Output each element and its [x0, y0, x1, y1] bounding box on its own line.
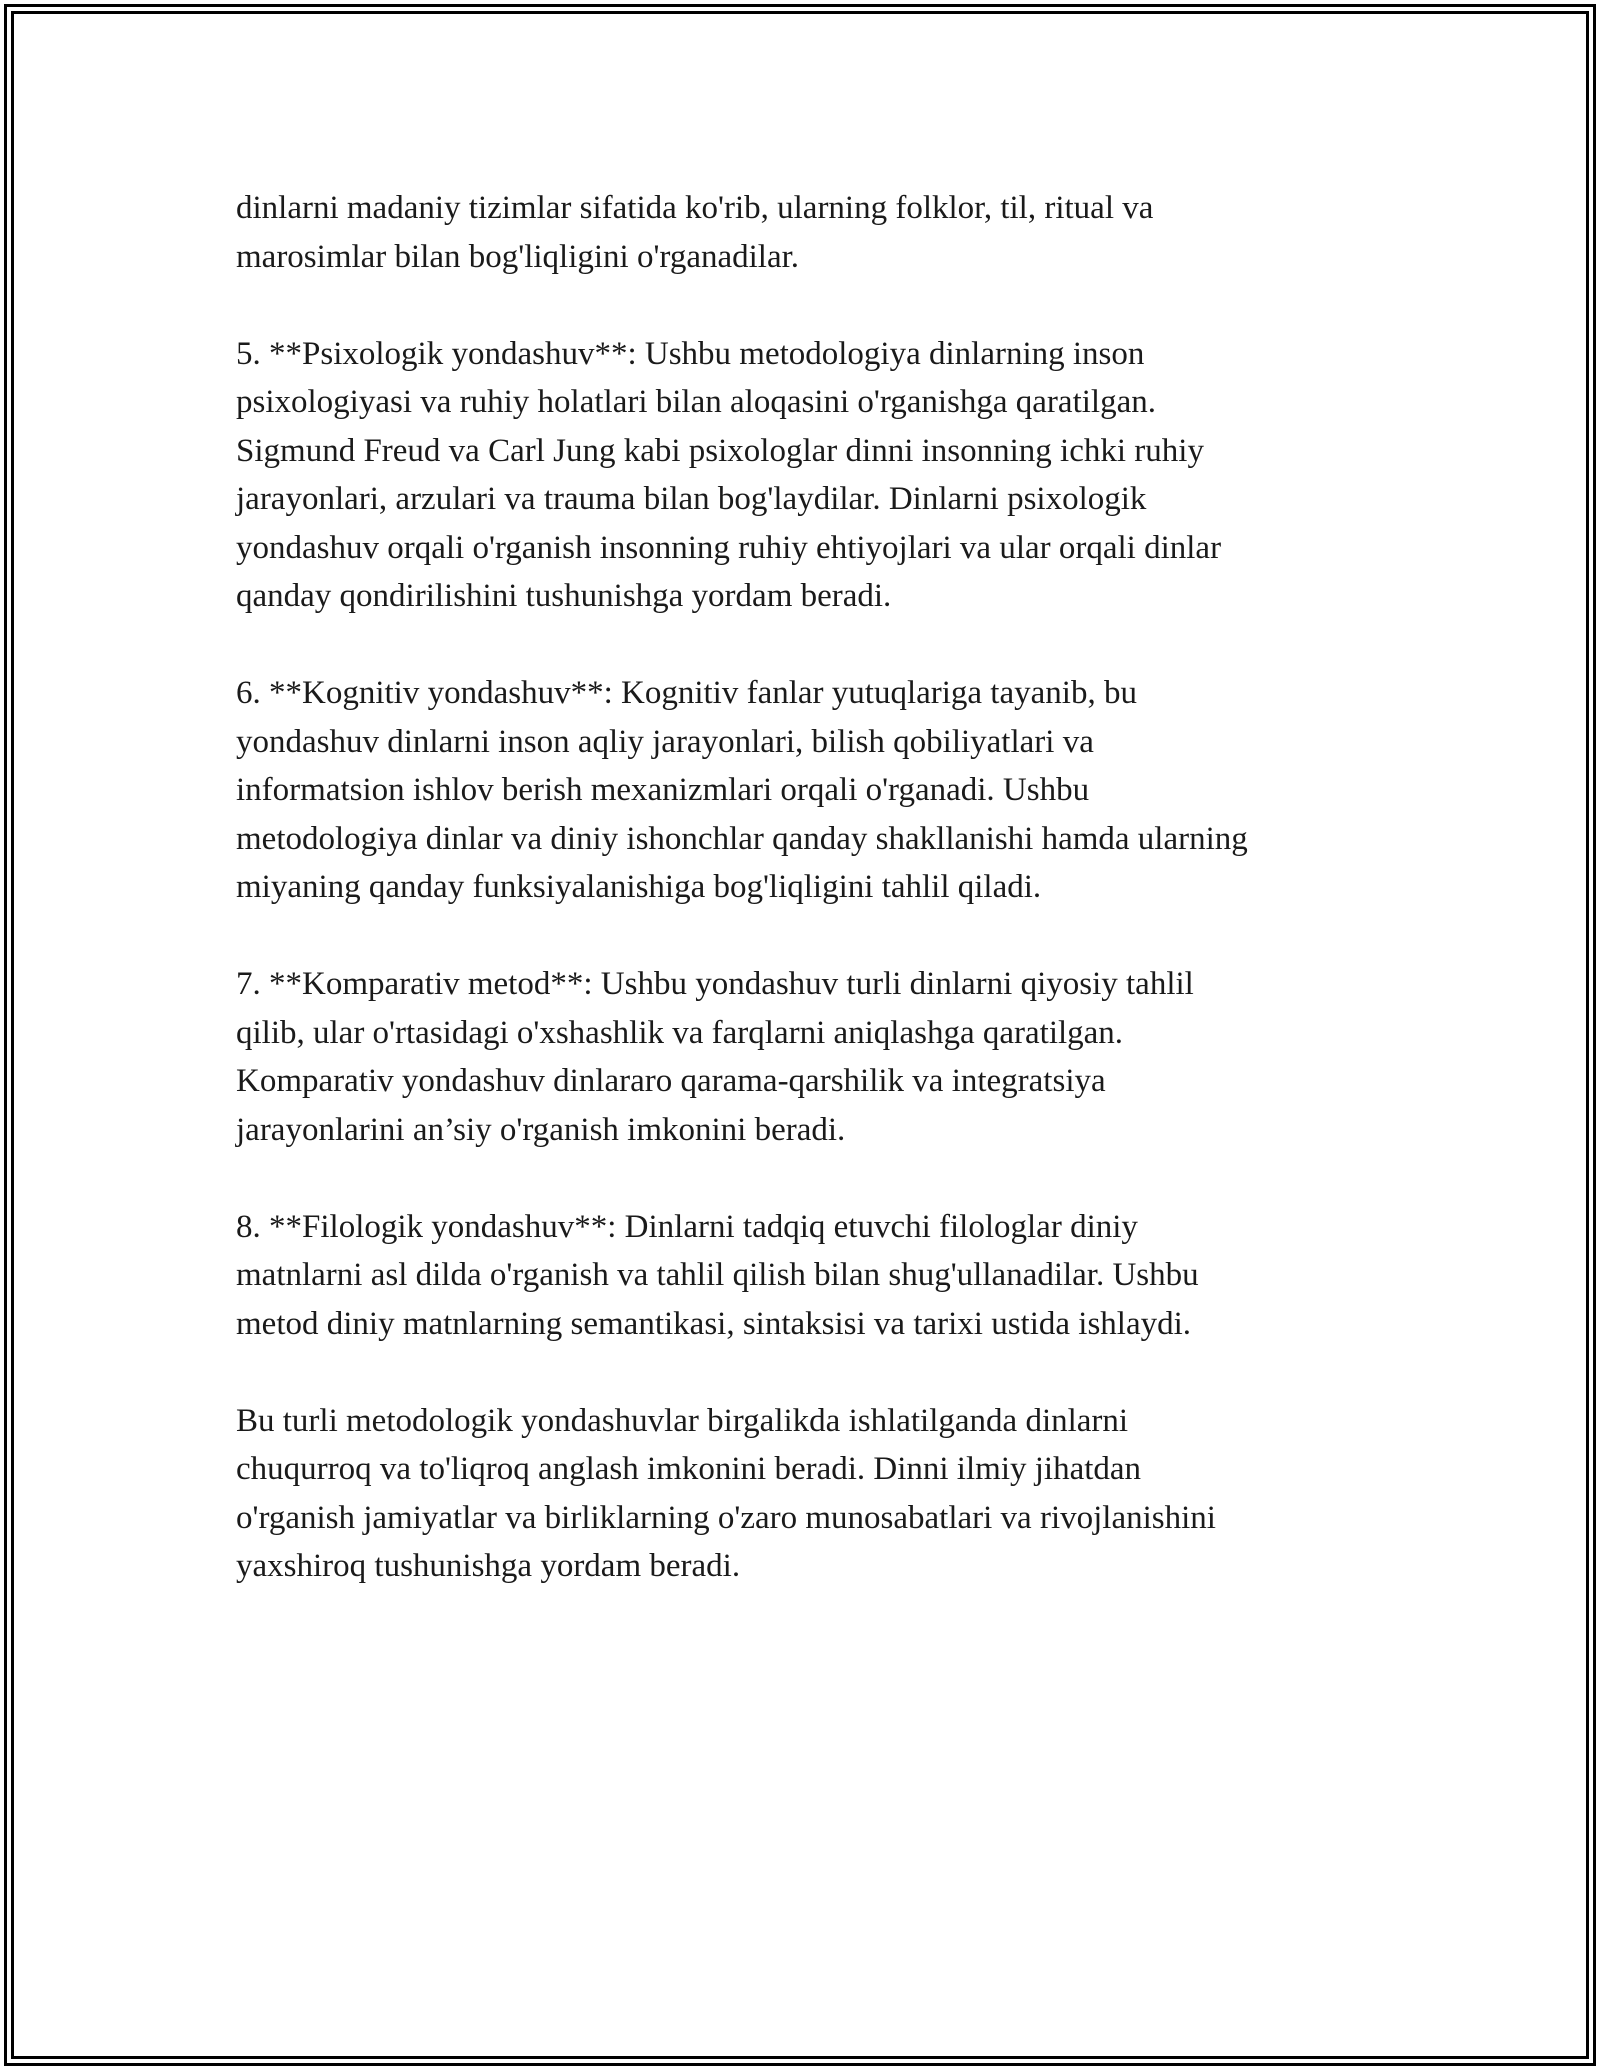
text-line: metodologiya dinlar va diniy ishonchlar qanday shakllanishi hamda ularning: [236, 820, 1248, 857]
paragraph-komparativ-metod: [236, 960, 1376, 1154]
text-line: matnlarni asl dilda o'rganish va tahlil qilish bilan shug'ullanadilar. Ushbu: [236, 1257, 1199, 1293]
text-line: chuqurroq va to'liqroq anglash imkonini beradi. Dinni ilmiy jihatdan: [236, 1451, 1142, 1487]
document-body: [236, 184, 1376, 1591]
text-line: o'rganish jamiyatlar va birliklarning o'zaro munosabatlari va rivojlanishini: [236, 1499, 1216, 1536]
text-line: informatsion ishlov berish mexanizmlari orqali o'rganadi. Ushbu: [236, 772, 1090, 808]
text-line: metod diniy matnlarning semantikasi, sintaksisi va tarixi ustida ishlaydi.: [236, 1305, 1192, 1342]
text-line: Sigmund Freud va Carl Jung kabi psixologlar dinni insonning ichki ruhiy: [236, 432, 1204, 469]
paragraph-continuation: [236, 184, 1376, 281]
text-line: miyaning qanday funksiyalanishiga bog'liqligini tahlil qiladi.: [236, 869, 1042, 905]
text-line: qanday qondirilishini tushunishga yordam beradi.: [236, 578, 892, 614]
paragraph-conclusion: [236, 1397, 1376, 1591]
text-line: jarayonlari, arzulari va trauma bilan bog'laydilar. Dinlarni psixologik: [236, 481, 1147, 517]
text-line: 8. **Filologik yondashuv**: Dinlarni tadqiq etuvchi filologlar diniy: [236, 1208, 1138, 1245]
text-line: marosimlar bilan bog'liqligini o'rganadilar.: [236, 238, 800, 275]
text-line: psixologiyasi va ruhiy holatlari bilan aloqasini o'rganishga qaratilgan.: [236, 384, 1156, 420]
text-line: qilib, ular o'rtasidagi o'xshashlik va farqlarni aniqlashga qaratilgan.: [236, 1014, 1124, 1051]
text-line: yondashuv dinlarni inson aqliy jarayonlari, bilish qobiliyatlari va: [236, 723, 1094, 760]
text-line: Bu turli metodologik yondashuvlar birgalikda ishlatilganda dinlarni: [236, 1402, 1129, 1439]
text-line: yaxshiroq tushunishga yordam beradi.: [236, 1548, 741, 1584]
text-line: 7. **Komparativ metod**: Ushbu yondashuv turli dinlarni qiyosiy tahlil: [236, 966, 1194, 1002]
paragraph-kognitiv-yondashuv: [236, 669, 1376, 912]
text-line: jarayonlarini an’siy o'rganish imkonini beradi.: [236, 1111, 846, 1148]
text-line: Komparativ yondashuv dinlararo qarama-qarshilik va integratsiya: [236, 1063, 1106, 1099]
text-line: 5. **Psixologik yondashuv**: Ushbu metodologiya dinlarning inson: [236, 335, 1145, 372]
text-line: dinlarni madaniy tizimlar sifatida ko'rib, ularning folklor, til, ritual va: [236, 190, 1154, 226]
paragraph-filologik-yondashuv: [236, 1203, 1376, 1349]
text-line: yondashuv orqali o'rganish insonning ruhiy ehtiyojlari va ular orqali dinlar: [236, 529, 1222, 566]
text-line: 6. **Kognitiv yondashuv**: Kognitiv fanlar yutuqlariga tayanib, bu: [236, 675, 1137, 711]
paragraph-psixologik-yondashuv: [236, 330, 1376, 621]
